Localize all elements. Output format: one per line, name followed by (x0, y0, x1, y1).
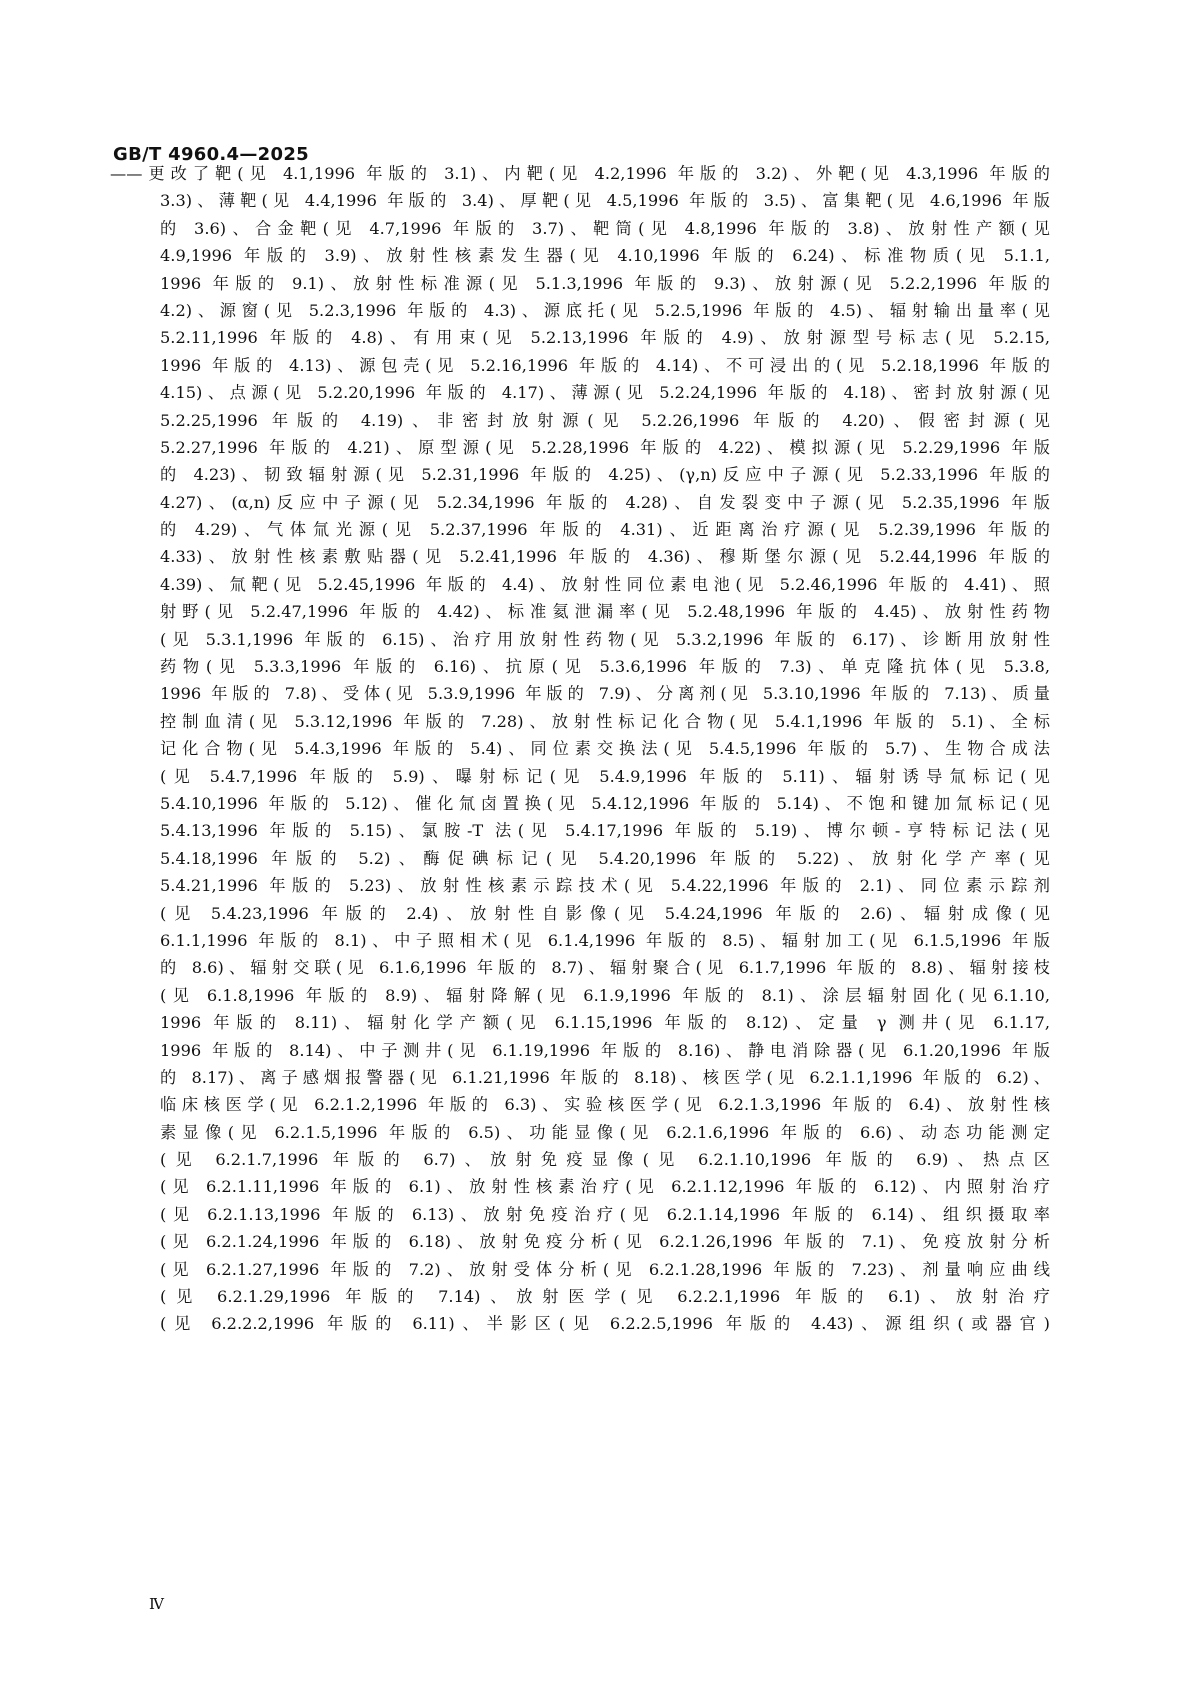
text-line: 5.2.27,1996 年版的 4.21)、原型源(见 5.2.28,1996 年版的 4.22)、模拟源(见 5.2.29,1996 年版 (160, 437, 1050, 457)
text-line: 的 4.29)、气体氚光源(见 5.2.37,1996 年版的 4.31)、近距离治疗源(见 5.2.39,1996 年版的 (160, 520, 1050, 540)
text-line: (见 6.2.1.11,1996 年版的 6.1)、放射性核素治疗(见 6.2.1.12,1996 年版的 6.12)、内照射治疗 (160, 1177, 1050, 1197)
text-line: (见 5.3.1,1996 年版的 6.15)、治疗用放射性药物(见 5.3.2,1996 年版的 6.17)、诊断用放射性 (160, 629, 1050, 649)
change-list-paragraph (110, 160, 1050, 1338)
text-line: 记化合物(见 5.4.3,1996 年版的 5.4)、同位素交换法(见 5.4.5,1996 年版的 5.7)、生物合成法 (160, 739, 1050, 759)
text-line: 4.9,1996 年版的 3.9)、放射性核素发生器(见 4.10,1996 年版的 6.24)、标准物质(见 5.1.1, (160, 246, 1050, 266)
text-line: 5.4.10,1996 年版的 5.12)、催化氚卤置换(见 5.4.12,1996 年版的 5.14)、不饱和键加氚标记(见 (160, 793, 1050, 813)
text-line: 4.39)、氚靶(见 5.2.45,1996 年版的 4.4)、放射性同位素电池(见 5.2.46,1996 年版的 4.41)、照 (160, 574, 1050, 594)
text-line: (见 6.2.1.29,1996 年版的 7.14)、放射医学(见 6.2.2.1,1996 年版的 6.1)、放射治疗 (160, 1287, 1050, 1307)
text-line: 1996 年版的 7.8)、受体(见 5.3.9,1996 年版的 7.9)、分离剂(见 5.3.10,1996 年版的 7.13)、质量 (160, 684, 1050, 704)
text-line: (见 5.4.7,1996 年版的 5.9)、曝射标记(见 5.4.9,1996 年版的 5.11)、辐射诱导氚标记(见 (160, 766, 1050, 786)
text-line: 药物(见 5.3.3,1996 年版的 6.16)、抗原(见 5.3.6,1996 年版的 7.3)、单克隆抗体(见 5.3.8, (160, 657, 1050, 677)
text-line: (见 5.4.23,1996 年版的 2.4)、放射性自影像(见 5.4.24,1996 年版的 2.6)、辐射成像(见 (160, 903, 1050, 923)
text-line: 5.2.25,1996 年版的 4.19)、非密封放射源(见 5.2.26,1996 年版的 4.20)、假密封源(见 (160, 410, 1050, 430)
text-line: 6.1.1,1996 年版的 8.1)、中子照相术(见 6.1.4,1996 年版的 8.5)、辐射加工(见 6.1.5,1996 年版 (160, 930, 1050, 950)
text-line: (见 6.1.8,1996 年版的 8.9)、辐射降解(见 6.1.9,1996 年版的 8.1)、涂层辐射固化(见6.1.10, (160, 985, 1050, 1005)
text-line: 3.3)、薄靶(见 4.4,1996 年版的 3.4)、厚靶(见 4.5,1996 年版的 3.5)、富集靶(见 4.6,1996 年版 (160, 191, 1050, 211)
text-line: (见 6.2.1.27,1996 年版的 7.2)、放射受体分析(见 6.2.1.28,1996 年版的 7.23)、剂量响应曲线 (160, 1259, 1050, 1279)
text-line: 的 8.17)、离子感烟报警器(见 6.1.21,1996 年版的 8.18)、核医学(见 6.2.1.1,1996 年版的 6.2)、 (160, 1067, 1050, 1087)
text-line: 4.15)、点源(见 5.2.20,1996 年版的 4.17)、薄源(见 5.2.24,1996 年版的 4.18)、密封放射源(见 (160, 383, 1050, 403)
text-line: 的 4.23)、韧致辐射源(见 5.2.31,1996 年版的 4.25)、(γ,n)反应中子源(见 5.2.33,1996 年版的 (160, 465, 1050, 485)
text-line: ——更改了靶(见 4.1,1996 年版的 3.1)、内靶(见 4.2,1996 年版的 3.2)、外靶(见 4.3,1996 年版的 (110, 164, 1050, 183)
text-line: 5.4.21,1996 年版的 5.23)、放射性核素示踪技术(见 5.4.22,1996 年版的 2.1)、同位素示踪剂 (160, 876, 1050, 896)
text-line: 1996 年版的 8.14)、中子测井(见 6.1.19,1996 年版的 8.16)、静电消除器(见 6.1.20,1996 年版 (160, 1040, 1050, 1060)
text-line: 临床核医学(见 6.2.1.2,1996 年版的 6.3)、实验核医学(见 6.2.1.3,1996 年版的 6.4)、放射性核 (160, 1095, 1050, 1115)
text-line: (见 6.2.1.13,1996 年版的 6.13)、放射免疫治疗(见 6.2.1.14,1996 年版的 6.14)、组织摄取率 (160, 1204, 1050, 1224)
text-line: 的 3.6)、合金靶(见 4.7,1996 年版的 3.7)、靶筒(见 4.8,1996 年版的 3.8)、放射性产额(见 (160, 218, 1050, 238)
text-line: 1996 年版的 8.11)、辐射化学产额(见 6.1.15,1996 年版的 8.12)、定量 γ 测井(见 6.1.17, (160, 1013, 1050, 1033)
text-line: (见 6.2.2.2,1996 年版的 6.11)、半影区(见 6.2.2.5,1996 年版的 4.43)、源组织(或器官) (160, 1314, 1050, 1334)
text-line: (见 6.2.1.24,1996 年版的 6.18)、放射免疫分析(见 6.2.1.26,1996 年版的 7.1)、免疫放射分析 (160, 1232, 1050, 1252)
text-line: 4.2)、源窗(见 5.2.3,1996 年版的 4.3)、源底托(见 5.2.5,1996 年版的 4.5)、辐射输出量率(见 (160, 300, 1050, 320)
page-number: Ⅳ (149, 1595, 164, 1613)
text-line: 5.2.11,1996 年版的 4.8)、有用束(见 5.2.13,1996 年版的 4.9)、放射源型号标志(见 5.2.15, (160, 328, 1050, 348)
text-line: 4.33)、放射性核素敷贴器(见 5.2.41,1996 年版的 4.36)、穆斯堡尔源(见 5.2.44,1996 年版的 (160, 547, 1050, 567)
standard-code-header: GB/T 4960.4—2025 (113, 144, 309, 165)
text-line: 1996 年版的 9.1)、放射性标准源(见 5.1.3,1996 年版的 9.3)、放射源(见 5.2.2,1996 年版的 (160, 273, 1050, 293)
text-line: 5.4.18,1996 年版的 5.2)、酶促碘标记(见 5.4.20,1996 年版的 5.22)、放射化学产率(见 (160, 848, 1050, 868)
text-line: 的 8.6)、辐射交联(见 6.1.6,1996 年版的 8.7)、辐射聚合(见 6.1.7,1996 年版的 8.8)、辐射接枝 (160, 958, 1050, 978)
text-line: 4.27)、(α,n)反应中子源(见 5.2.34,1996 年版的 4.28)、自发裂变中子源(见 5.2.35,1996 年版 (160, 492, 1050, 512)
text-line: (见 6.2.1.7,1996 年版的 6.7)、放射免疫显像(见 6.2.1.10,1996 年版的 6.9)、热点区 (160, 1150, 1050, 1170)
text-line: 素显像(见 6.2.1.5,1996 年版的 6.5)、功能显像(见 6.2.1.6,1996 年版的 6.6)、动态功能测定 (160, 1122, 1050, 1142)
text-line: 射野(见 5.2.47,1996 年版的 4.42)、标准氦泄漏率(见 5.2.48,1996 年版的 4.45)、放射性药物 (160, 602, 1050, 622)
text-line: 1996 年版的 4.13)、源包壳(见 5.2.16,1996 年版的 4.14)、不可浸出的(见 5.2.18,1996 年版的 (160, 355, 1050, 375)
text-line: 控制血清(见 5.3.12,1996 年版的 7.28)、放射性标记化合物(见 5.4.1,1996 年版的 5.1)、全标 (160, 711, 1050, 731)
text-line: 5.4.13,1996 年版的 5.15)、氯胺-T 法(见 5.4.17,1996 年版的 5.19)、博尔顿-亨特标记法(见 (160, 821, 1050, 841)
